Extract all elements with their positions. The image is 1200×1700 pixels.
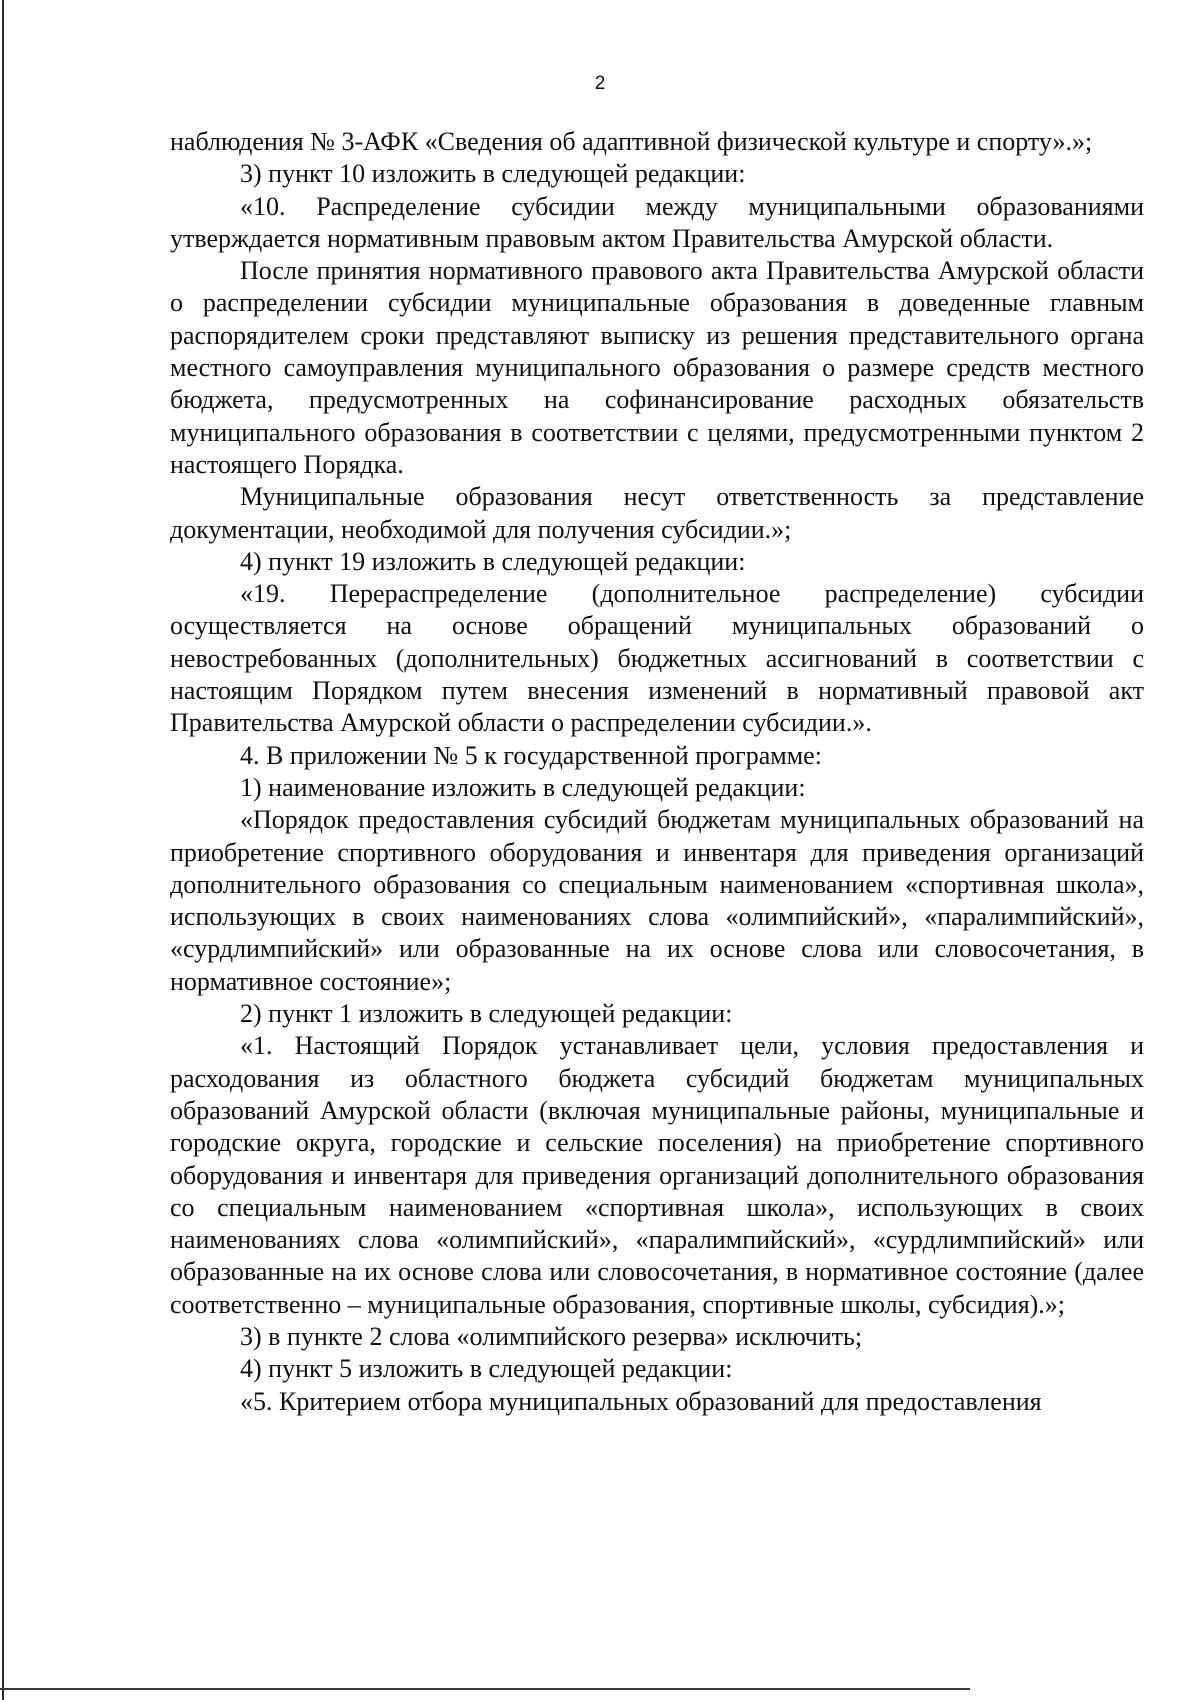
paragraph: После принятия нормативного правового акта Правительства Амурской области о распределении субсидии муниципальные образования в доведенные главным распорядителем сроки представляют выписку из решения представительного органа местного самоуправления муниципального образования о размере средств местного бюджета, предусмотренных на софинансирование расходных обязательств муниципального образования в соответствии с целями, предусмотренными пунктом 2 настоящего Порядка.: [170, 256, 1144, 479]
paragraph: 4) пункт 19 изложить в следующей редакции:: [240, 546, 746, 576]
scan-edge-left: [2, 0, 4, 1700]
paragraph: «1. Настоящий Порядок устанавливает цели, условия предоставления и расходования из областного бюджета субсидий бюджетам муниципальных образований Амурской области (включая муниципальные районы, муниципальные и городские округа, городские и сельские поселения) на приобретение спортивного оборудования и инвентаря для приведения организаций дополнительного образования со специальным наименованием «спортивная школа», использующих в своих наименованиях слова «олимпийский», «паралимпийский», «сурдлимпийский» или образованные на их основе слова или словосочетания, в нормативное состояние (далее соответственно – муниципальные образования, спортивные школы, субсидия).»;: [170, 1031, 1144, 1319]
paragraph: «19. Перераспределение (дополнительное распределение) субсидии осуществляется на основе обращений муниципальных образований о невостребованных (дополнительных) бюджетных ассигнований в соответствии с настоящим Порядком путем внесения изменений в нормативный правовой акт Правительства Амурской области о распределении субсидии.».: [170, 579, 1144, 738]
paragraph: 2) пункт 1 изложить в следующей редакции:: [240, 999, 733, 1029]
paragraph: 1) наименование изложить в следующей редакции:: [240, 772, 806, 802]
paragraph: «Порядок предоставления субсидий бюджетам муниципальных образований на приобретение спортивного оборудования и инвентаря для приведения организаций дополнительного образования со специальным наименованием «спортивная школа», использующих в своих наименованиях слова «олимпийский», «паралимпийский», «сурдлимпийский» или образованные на их основе слова или словосочетания, в нормативное состояние»;: [170, 805, 1144, 996]
paragraph: 3) пункт 10 изложить в следующей редакции:: [240, 159, 746, 189]
paragraph: наблюдения № 3-АФК «Сведения об адаптивной физической культуре и спорту».»;: [170, 127, 1093, 156]
paragraph: 4) пункт 5 изложить в следующей редакции:: [240, 1354, 733, 1384]
paragraph: 4. В приложении № 5 к государственной программе:: [240, 740, 822, 770]
paragraph: «5. Критерием отбора муниципальных образований для предоставления: [240, 1386, 1042, 1416]
paragraph: 3) в пункте 2 слова «олимпийского резерва» исключить;: [240, 1321, 863, 1351]
paragraph: Муниципальные образования несут ответственность за представление документации, необходимой для получения субсидии.»;: [170, 482, 1144, 544]
page-number: 2: [594, 73, 606, 94]
scan-edge-bottom: [0, 1688, 970, 1690]
paragraph: «10. Распределение субсидии между муниципальными образованиями утверждается нормативным правовым актом Правительства Амурской области.: [170, 191, 1144, 253]
document-body: [170, 126, 1144, 1418]
